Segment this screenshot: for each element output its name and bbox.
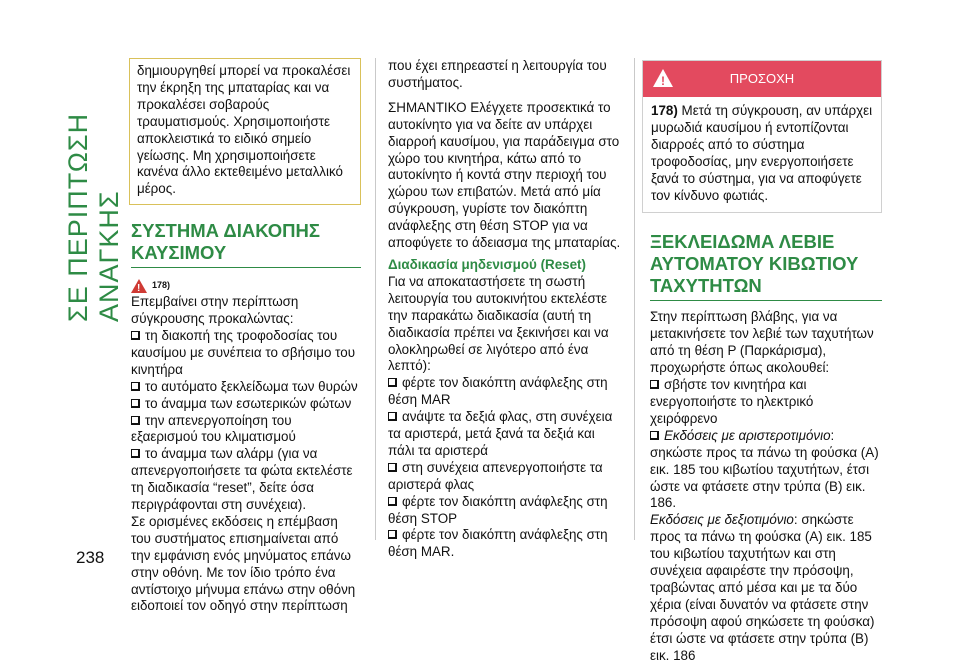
column-3: [650, 60, 882, 664]
closing-text: Σε ορισμένες εκδόσεις η επέμβαση του συστήματος επισημαίνεται από την εμφάνιση ενός μηνύματος επάνω στην οθόνη. Με τον ίδιο τρόπο ένα αντίστοιχο μήνυμα επάνω στην οθόνη ειδοποιεί τον οδηγό στην περίπτωση: [131, 513, 356, 614]
reference-number: 178): [152, 280, 171, 291]
checkbox-bullet-icon: [388, 530, 397, 539]
warning-body: [643, 97, 881, 212]
list-item: ανάψτε τα δεξιά φλας, στη συνέχεια τα αριστερά, μετά ξανά τα δεξιά και πάλι τα αριστερά: [388, 409, 613, 458]
list-item: την απενεργοποίηση του εξαερισμού του κλιματισμού: [131, 412, 296, 445]
checkbox-bullet-icon: [131, 382, 140, 391]
checkbox-bullet-icon: [650, 431, 659, 440]
checkbox-bullet-icon: [388, 412, 397, 421]
chapter-side-title: ΣΕ ΠΕΡΙΠΤΩΣΗ ΑΝΑΓΚΗΣ: [63, 112, 124, 322]
section-title-gear-lever: ΞΕΚΛΕΙΔΩΜΑ ΛΕΒΙΕ ΑΥΤΟΜΑΤΟΥ ΚΙΒΩΤΙΟΥ ΤΑΧΥΤΗΤΩΝ: [650, 231, 882, 301]
list-item: φέρτε τον διακόπτη ανάφλεξης στη θέση MAR: [388, 375, 608, 408]
important-text: ΣΗΜΑΝΤΙΚΟ Ελέγχετε προσεκτικά το αυτοκίνητο για να δείτε αν υπάρχει διαρροή καυσίμου, για παράδειγμα στο χώρο του κινητήρα, κάτω από το αυτοκίνητο ή κοντά στην περιοχή του χώρου των επιβατών. Μετά από μία σύγκρουση, γυρίστε τον διακόπτη ανάφλεξης στη θέση STOP για να αποφύγετε το άδειασμα της μπαταρίας.: [388, 99, 621, 251]
warning-text: Μετά τη σύγκρουση, αν υπάρχει μυρωδιά καυσίμου ή εντοπίζονται διαρροές από το σύστημα τροφοδοσίας, μην ενεργοποιήσετε ξανά το σύστημα, για να αποφύγετε τον κίνδυνο φωτιάς.: [651, 103, 873, 203]
list-item: το αυτόματο ξεκλείδωμα των θυρών: [131, 379, 361, 396]
note-text: δημιουργηθεί μπορεί να προκαλέσει την έκρηξη της μπαταρίας και να προκαλέσει σοβαρούς τραυματισμούς. Χρησιμοποιήστε αποκλειστικά το ειδικό σημείο γείωσης. Μη χρησιμοποιήσετε κανένα άλλο εκτεθειμένο μεταλλικό μέρος.: [137, 63, 351, 197]
list-item: τη διακοπή της τροφοδοσίας του καυσίμου με συνέπεια το σβήσιμο του κινητήρα: [131, 327, 356, 377]
intro-text: Επεμβαίνει στην περίπτωση σύγκρουσης προκαλώντας:: [131, 294, 299, 327]
checkbox-bullet-icon: [388, 497, 397, 506]
checkbox-bullet-icon: [650, 380, 659, 389]
subheading-reset: Διαδικασία μηδενισμού (Reset): [388, 256, 586, 272]
warning-triangle-icon: [131, 279, 147, 293]
warning-header: [643, 61, 881, 97]
intro-text: Στην περίπτωση βλάβης, για να μετακινήσετε τον λεβιέ των ταχυτήτων από τη θέση P (Παρκάρισμα), προχωρήστε όπως ακολουθεί:: [650, 309, 874, 376]
reset-intro-text: Για να αποκαταστήσετε τη σωστή λειτουργία του αυτοκινήτου εκτελέστε την παρακάτω διαδικασία (αυτή τη διαδικασία πρέπει να ξεκινήσει και να ολοκληρωθεί σε λιγότερο από ένα λεπτό):: [388, 273, 609, 374]
column-2: [388, 58, 623, 561]
list-item: φέρτε τον διακόπτη ανάφλεξης στη θέση STOP: [388, 493, 608, 526]
checkbox-bullet-icon: [131, 399, 140, 408]
checkbox-bullet-icon: [131, 331, 140, 340]
checkbox-bullet-icon: [131, 449, 140, 458]
list-item: το άναμμα των αλάρμ (για να απενεργοποιήσετε τα φώτα εκτελέστε τη διαδικασία “reset”, δείτε όσα περιγράφονται στη συνέχεια).: [131, 446, 353, 513]
column-divider: [375, 58, 376, 540]
page-number: 238: [76, 548, 105, 567]
warning-triangle-icon: [653, 69, 673, 87]
warning-reference: [131, 277, 361, 294]
list-item: σβήστε τον κινητήρα και ενεργοποιήστε το ηλεκτρικό χειρόφρενο: [650, 377, 814, 426]
warning-box: [642, 60, 882, 213]
continuation-text: που έχει επηρεαστεί η λειτουργία του συστήματος.: [388, 58, 607, 90]
warning-header-label: ΠΡΟΣΟΧΗ: [729, 70, 795, 86]
checkbox-bullet-icon: [388, 378, 397, 387]
warning-number: 178): [651, 103, 678, 118]
list-item: το άναμμα των εσωτερικών φώτων: [131, 396, 361, 413]
column-1: [131, 58, 361, 615]
checkbox-bullet-icon: [131, 416, 140, 425]
section-title-fuel-cutoff: ΣΥΣΤΗΜΑ ΔΙΑΚΟΠΗΣ ΚΑΥΣΙΜΟΥ: [131, 220, 361, 268]
column-divider: [634, 58, 635, 540]
list-item: στη συνέχεια απενεργοποιήστε τα αριστερά φλας: [388, 459, 603, 492]
paragraph-right-hand-drive: Εκδόσεις με δεξιοτιμόνιο: σηκώστε προς τα πάνω τη φούσκα (A) εικ. 185 του κιβωτίου ταχυτήτων και στη συνέχεια αφαιρέστε την πρόσοψη, τραβώντας από μέσα και με τα δύο χέρια (είναι δυνατόν να φτάσετε στην πρόσοψη αφού σηκώσετε τη φούσκα) έτσι ώστε να φτάσετε στην τρύπα (B) εικ. 186: [650, 512, 875, 663]
continued-note-box: [129, 58, 361, 205]
list-item: Εκδόσεις με αριστεροτιμόνιο: σηκώστε προς τα πάνω τη φούσκα (A) εικ. 185 του κιβωτίου ταχυτήτων, έτσι ώστε να φτάσετε στην τρύπα (B) εικ. 186.: [650, 427, 879, 511]
list-item: φέρτε τον διακόπτη ανάφλεξης στη θέση MAR.: [388, 527, 608, 560]
checkbox-bullet-icon: [388, 463, 397, 472]
